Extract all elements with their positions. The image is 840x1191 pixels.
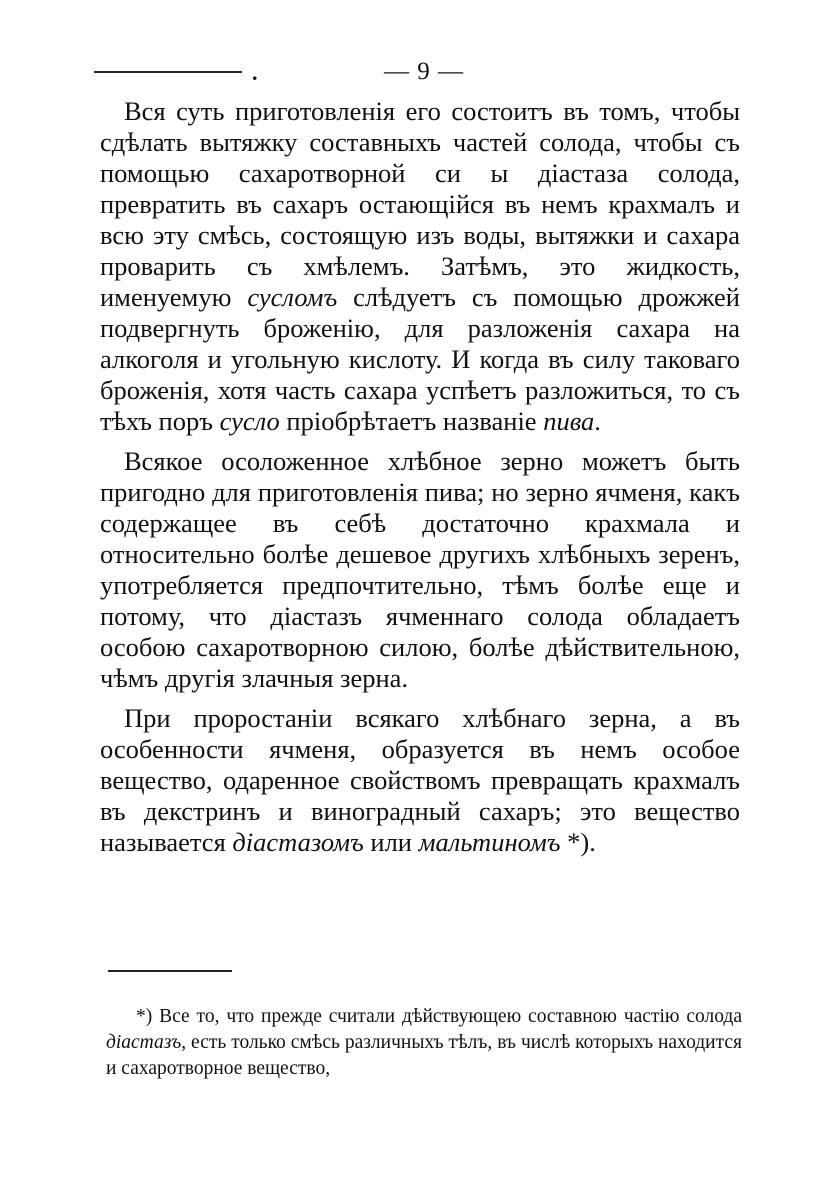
italic-term: сусло [219, 406, 280, 436]
paragraph-1 [100, 96, 740, 437]
paragraph-2 [100, 446, 740, 694]
page-header [94, 58, 754, 88]
main-text [100, 96, 740, 858]
footnote-text: *) Все то, что прежде считали дѣйствующею составною частію солода [136, 1005, 742, 1027]
italic-term: мальтиномъ [418, 827, 561, 857]
paragraph-text: При проростаніи всякаго хлѣбнаго зерна, а въ особенности ячменя, образуется въ немъ особое вещество, одаренное свойствомъ превращать крахмалъ въ декстринъ и виноградный сахаръ; это вещество называется [100, 703, 740, 857]
page-number: — 9 — [384, 58, 464, 85]
paragraph-text: Всякое осоложенное хлѣбное зерно можетъ быть пригодно для приготовленія пива; но зерно ячменя, какъ содержащее въ себѣ достаточно крахмала и относительно болѣе дешевое другихъ хлѣбныхъ зеренъ, употребляется предпочтительно, тѣмъ болѣе еще и потому, что діастазъ ячменнаго солода обладаетъ особою сахаротворною силою, болѣе дѣйствительною, чѣмъ другія злачныя зерна. [100, 446, 740, 693]
paragraph-text: . [594, 406, 601, 436]
paragraph-text: Вся суть приготовленія его состоитъ въ томъ, чтобы сдѣлать вытяжку составныхъ частей солода, чтобы съ помощью сахаротворной си ы діастаза солода, превратить въ сахаръ остающійся въ немъ крахмалъ и всю эту смѣсь, состоящую изъ воды, вытяжки и сахара проварить съ хмѣлемъ. Затѣмъ, это жидкость, именуемую [100, 96, 740, 312]
header-dot: . [252, 60, 258, 85]
italic-term: діастазомъ [232, 827, 364, 857]
italic-term: діастазъ [106, 1031, 182, 1053]
italic-term: сусломъ [247, 282, 338, 312]
paragraph-text: слѣдуетъ съ помощью дрожжей подвергнуть броженію, для разложенія сахара на алкоголя и угольную кислоту. И когда въ силу таковаго броженія, хотя часть сахара успѣетъ разложиться, то съ тѣхъ поръ [100, 282, 740, 436]
paragraph-text: пріобрѣтаетъ названіе [279, 406, 544, 436]
paragraph-3 [100, 703, 740, 858]
footnote-rule [108, 970, 232, 972]
paragraph-text: или [363, 827, 419, 857]
footnote [106, 1004, 742, 1082]
footnote-text: , есть только смѣсь различныхъ тѣлъ, въ числѣ которыхъ находится и сахаротворное вещество, [106, 1031, 742, 1079]
italic-term: пива [543, 406, 595, 436]
footnote-marker: *). [560, 827, 596, 857]
